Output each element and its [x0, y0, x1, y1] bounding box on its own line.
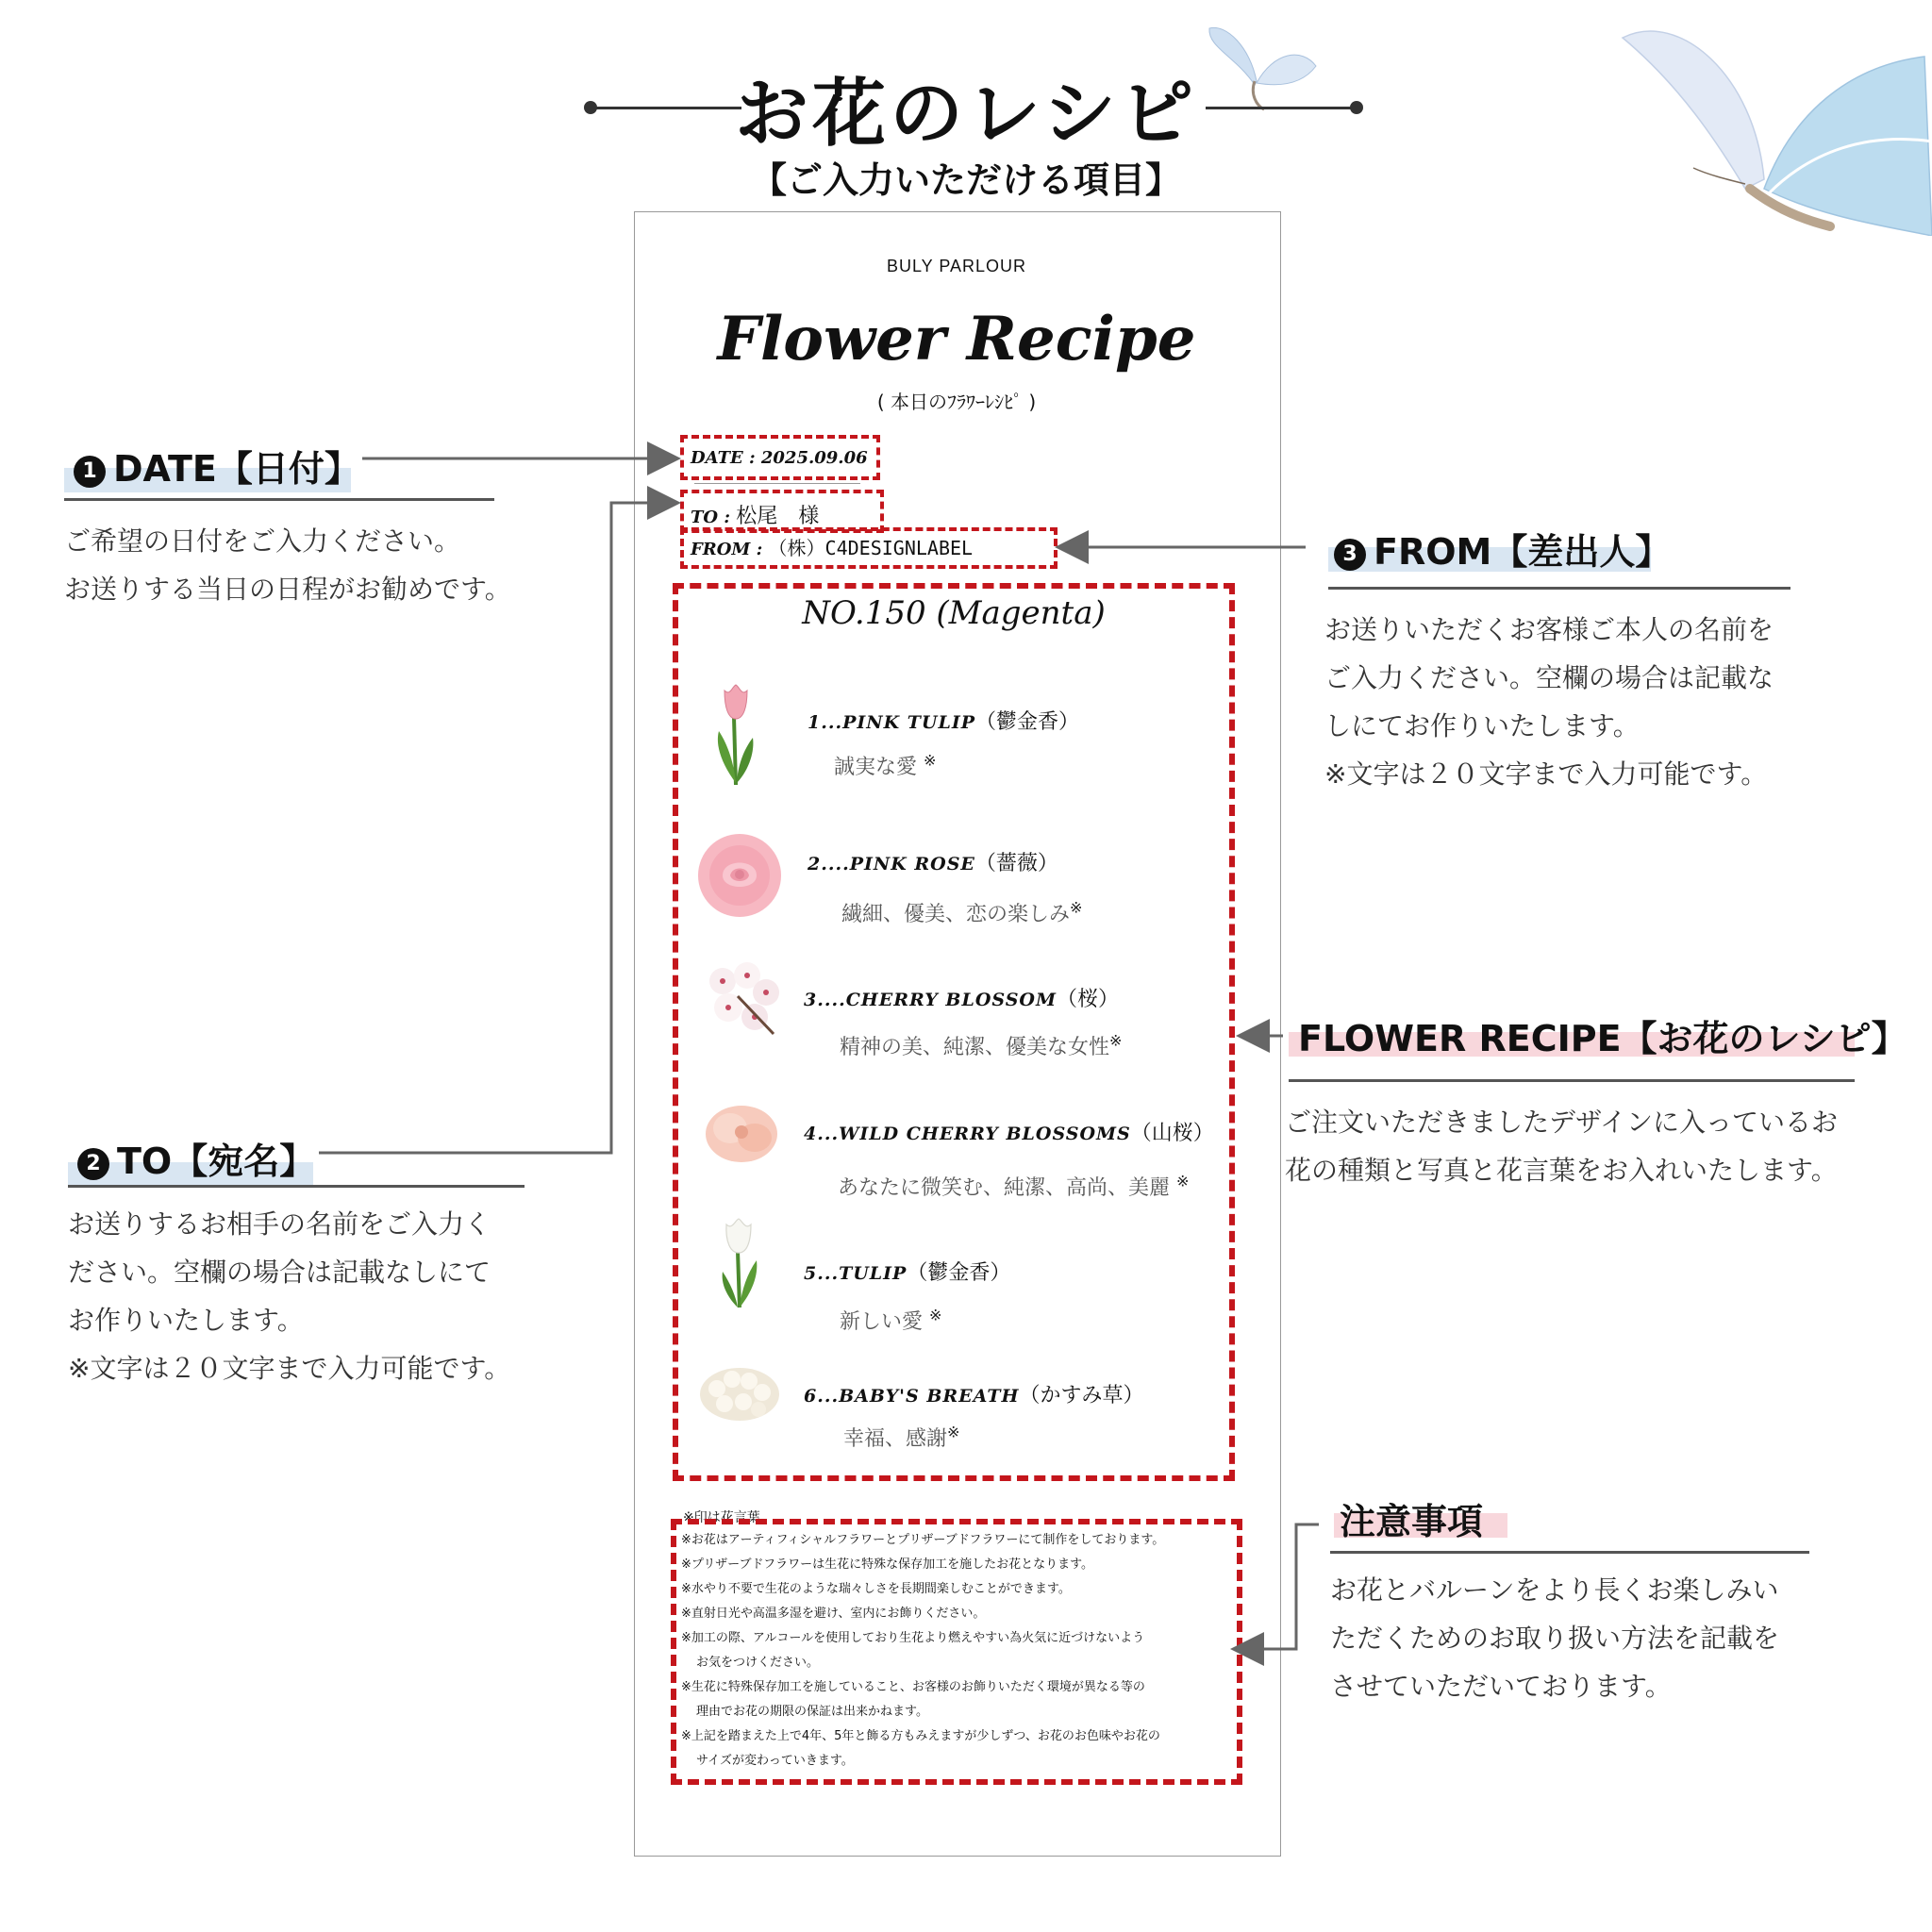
to-annotation-desc — [68, 1200, 510, 1392]
desc-line: しにてお作りいたします。 — [1324, 710, 1640, 741]
desc-line: お送りするお相手の名前をご入力く — [68, 1208, 491, 1240]
flower-3-num: 3.... — [804, 990, 846, 1010]
flower-3-jp: （桜） — [1057, 988, 1120, 1011]
desc-line: ただくためのお取り扱い方法を記載を — [1330, 1623, 1780, 1654]
recipe-annotation-label — [1298, 1009, 1907, 1061]
desc-line: ご注文いただきましたデザインに入っているお — [1285, 1107, 1839, 1138]
notes-heading: ※印は花言葉 — [683, 1510, 760, 1525]
from-annotation-label — [1334, 523, 1671, 575]
flower-5-meaning-text: 新しい愛 — [840, 1310, 924, 1334]
desc-line: ださい。空欄の場合は記載なしにて — [68, 1257, 491, 1288]
number-3-icon: 3 — [1334, 539, 1366, 571]
date-annotation-rule — [64, 498, 494, 501]
desc-line: お送りする当日の日程がお勧めです。 — [64, 574, 511, 605]
flower-5-en: TULIP — [839, 1263, 908, 1284]
from-annotation-label-text: FROM【差出人】 — [1374, 531, 1672, 573]
flower-2-jp: （薔薇） — [974, 852, 1058, 875]
from-annotation-desc — [1324, 606, 1774, 798]
from-annotation-rule — [1328, 587, 1790, 590]
notice-annotation-label-text: 注意事項 — [1340, 1501, 1484, 1542]
from-label: FROM : — [691, 540, 763, 559]
flower-1-en: PINK TULIP — [842, 712, 975, 733]
date-field: DATE : 2025.09.06 — [691, 448, 868, 468]
flower-2-en: PINK ROSE — [849, 854, 975, 874]
flower-4-jp: （山桜） — [1130, 1122, 1214, 1145]
flower-2-num: 2.... — [808, 854, 850, 874]
flower-6-jp: （かすみ草） — [1019, 1384, 1144, 1407]
flower-6-en: BABY'S BREATH — [839, 1386, 1020, 1407]
to-annotation-label — [77, 1132, 315, 1184]
to-value: 松尾 様 — [736, 505, 820, 528]
note-line: ※水やり不要で生花のような瑞々しさを長期間楽しむことができます。 — [681, 1582, 1071, 1596]
note-line: ※お花はアーティフィシャルフラワーとプリザーブドフラワーにて制作をしております。 — [681, 1533, 1165, 1547]
note-line: お気をつけください。 — [696, 1656, 820, 1670]
flower-6-mark: ※ — [947, 1423, 960, 1441]
flower-4-meaning-text: あなたに微笑む、純潔、高尚、美麗 — [838, 1176, 1171, 1200]
notice-annotation-rule — [1330, 1551, 1809, 1554]
desc-line: ※文字は２０文字まで入力可能です。 — [68, 1353, 511, 1384]
recipe-annotation-label-text: FLOWER RECIPE【お花のレシピ】 — [1298, 1018, 1907, 1059]
note-line: サイズが変わっていきます。 — [696, 1754, 854, 1768]
desc-line: お送りいただくお客様ご本人の名前を — [1324, 614, 1774, 645]
recipe-annotation-desc — [1285, 1098, 1838, 1194]
card-brand: BULY PARLOUR — [886, 257, 1027, 275]
flower-4-num: 4... — [804, 1124, 840, 1144]
note-line: ※加工の際、アルコールを使用しており生花より燃えやすい為火気に近づけないよう — [681, 1631, 1145, 1645]
desc-line: お作りいたします。 — [68, 1305, 304, 1336]
flower-4-mark: ※ — [1176, 1172, 1190, 1191]
card-title: Flower Recipe — [717, 304, 1196, 375]
date-annotation-label-text: DATE【日付】 — [113, 448, 360, 490]
note-line: 理由でお花の期限の保証は出来かねます。 — [696, 1705, 928, 1719]
flower-2-meaning-text: 繊細、優美、恋の楽しみ — [841, 903, 1071, 926]
number-1-icon: 1 — [74, 456, 106, 488]
flower-4-en: WILD CHERRY BLOSSOMS — [839, 1124, 1131, 1144]
note-line: ※上記を踏まえた上で4年、5年と飾る方もみえますが少しずつ、お花のお色味やお花の — [681, 1729, 1160, 1743]
page-title: お花のレシピ — [734, 72, 1198, 157]
flower-5-num: 5... — [804, 1263, 840, 1284]
note-line: ※プリザーブドフラワーは生花に特殊な保存加工を施したお花となります。 — [681, 1557, 1094, 1572]
desc-line: ※文字は２０文字まで入力可能です。 — [1324, 758, 1768, 790]
recipe-number: NO.150 (Magenta) — [802, 594, 1106, 632]
desc-line: させていただいております。 — [1330, 1671, 1672, 1702]
date-annotation-desc — [64, 517, 511, 613]
note-line: ※生花に特殊保存加工を施していること、お客様のお飾りいただく環境が異なる等の — [681, 1680, 1145, 1694]
to-label: TO : — [691, 508, 730, 527]
desc-line: ご希望の日付をご入力ください。 — [64, 525, 461, 557]
to-annotation-label-text: TO【宛名】 — [117, 1141, 316, 1182]
notice-arrow — [1236, 1524, 1319, 1649]
flower-5-jp: （鬱金香） — [907, 1261, 1011, 1285]
flower-6-meaning-text: 幸福、感謝 — [843, 1427, 948, 1451]
desc-line: 花の種類と写真と花言葉をお入れいたします。 — [1285, 1155, 1838, 1186]
flower-1-meaning-text: 誠実な愛 — [834, 756, 918, 779]
note-line: ※直射日光や高温多湿を避け、室内にお飾りください。 — [681, 1607, 986, 1621]
to-annotation-rule — [68, 1185, 525, 1188]
flower-2-mark: ※ — [1070, 898, 1083, 917]
page-subtitle: 【ご入力いただける項目】 — [750, 159, 1181, 201]
recipe-annotation-rule — [1289, 1079, 1855, 1082]
flower-3-meaning-text: 精神の美、純潔、優美な女性 — [840, 1036, 1110, 1059]
notice-annotation-label — [1340, 1492, 1483, 1544]
desc-line: お花とバルーンをより長くお楽しみい — [1330, 1574, 1779, 1606]
from-value: （株）C4DESIGNLABEL — [768, 537, 974, 559]
flower-6-num: 6... — [804, 1386, 840, 1407]
flower-1-mark: ※ — [924, 751, 937, 770]
number-2-icon: 2 — [77, 1148, 109, 1180]
date-annotation-label — [74, 440, 360, 491]
desc-line: ご入力ください。空欄の場合は記載な — [1324, 662, 1774, 693]
flower-1-num: 1... — [808, 712, 843, 733]
card-subtitle: ( 本日のﾌﾗﾜｰﾚｼﾋﾟ ) — [876, 391, 1037, 413]
flower-5-mark: ※ — [929, 1306, 942, 1324]
flower-3-en: CHERRY BLOSSOM — [845, 990, 1057, 1010]
flower-3-mark: ※ — [1109, 1031, 1123, 1050]
flower-1-jp: （鬱金香） — [975, 710, 1080, 734]
notice-annotation-desc — [1330, 1566, 1779, 1710]
